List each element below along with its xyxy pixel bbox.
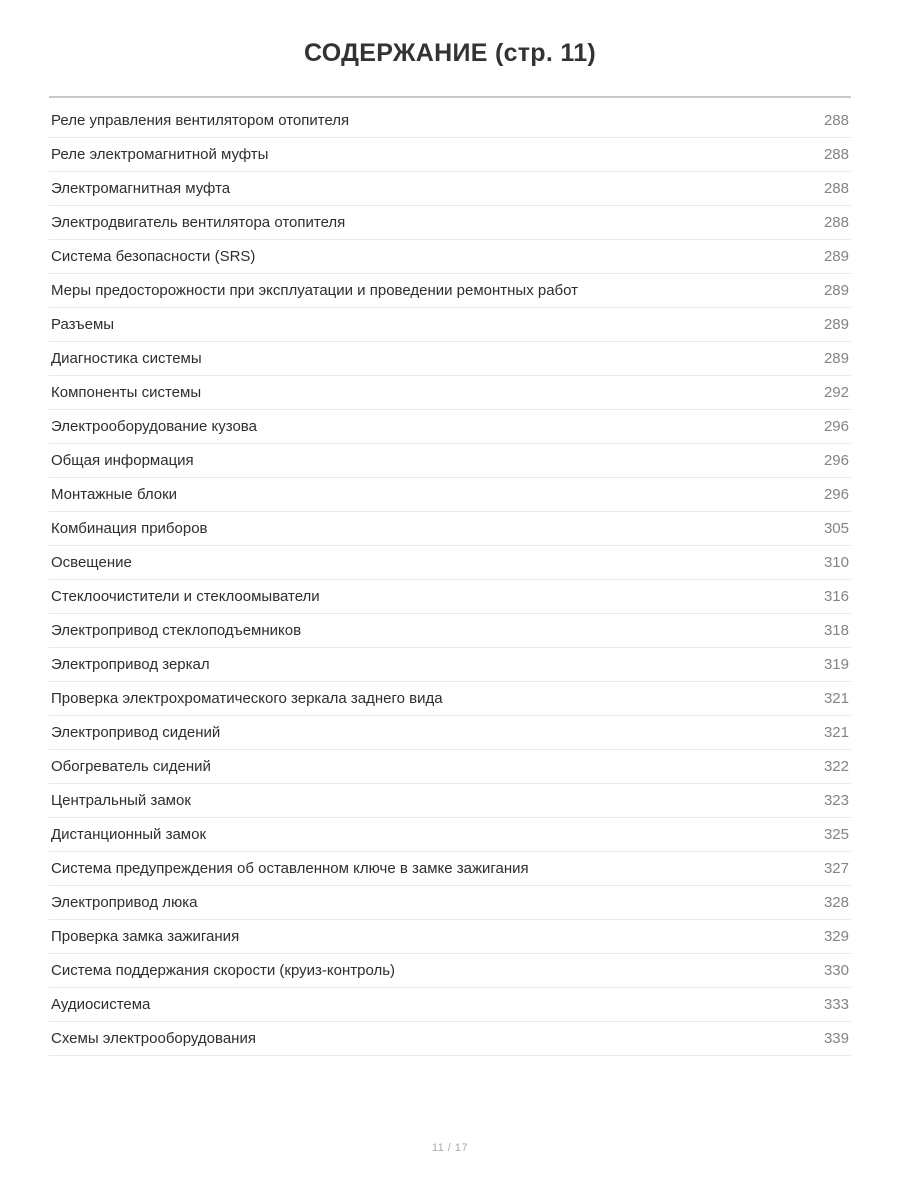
toc-entry-page-number: 316	[823, 588, 849, 606]
toc-entry-page-number: 321	[823, 724, 849, 742]
toc-entry-title: Система поддержания скорости (круиз-контроль)	[51, 962, 396, 980]
toc-entry-title: Меры предосторожности при эксплуатации и проведении ремонтных работ	[51, 282, 579, 300]
toc-entry-page-number: 289	[823, 248, 849, 266]
toc-entry[interactable]	[49, 410, 851, 444]
toc-entry[interactable]	[49, 920, 851, 954]
toc-entry[interactable]	[49, 988, 851, 1022]
page-footer	[0, 1138, 900, 1156]
toc-entry-title: Реле электромагнитной муфты	[51, 146, 269, 164]
toc-entry-page-number: 325	[823, 826, 849, 844]
toc-entry-title: Электродвигатель вентилятора отопителя	[51, 214, 346, 232]
toc-entry[interactable]	[49, 1022, 851, 1056]
toc-entry[interactable]	[49, 444, 851, 478]
toc-entry-page-number: 318	[823, 622, 849, 640]
toc-entry-page-number: 327	[823, 860, 849, 878]
toc-entry[interactable]	[49, 206, 851, 240]
toc-entry-title: Электрооборудование кузова	[51, 418, 257, 436]
toc-entry-title: Дистанционный замок	[51, 826, 207, 844]
toc-entry[interactable]	[49, 308, 851, 342]
page-pagination: 11 / 17	[431, 1142, 469, 1154]
toc-entry-page-number: 296	[823, 418, 849, 436]
toc-entry[interactable]	[49, 546, 851, 580]
toc-entry[interactable]	[49, 682, 851, 716]
toc-entry-title: Электропривод зеркал	[51, 656, 210, 674]
toc-entry[interactable]	[49, 954, 851, 988]
toc-entry[interactable]	[49, 274, 851, 308]
toc-entry-page-number: 288	[823, 180, 849, 198]
toc-entry[interactable]	[49, 648, 851, 682]
toc-entry-title: Электромагнитная муфта	[51, 180, 231, 198]
toc-entry-title: Обогреватель сидений	[51, 758, 211, 776]
toc-entry[interactable]	[49, 478, 851, 512]
toc-entry-page-number: 288	[823, 112, 849, 130]
toc-entry-page-number: 339	[823, 1030, 849, 1048]
toc-entry[interactable]	[49, 376, 851, 410]
toc-entry[interactable]	[49, 104, 851, 138]
toc-entry[interactable]	[49, 172, 851, 206]
toc-entry-title: Компоненты системы	[51, 384, 202, 402]
toc-entry[interactable]	[49, 138, 851, 172]
toc-entry-title: Аудиосистема	[51, 996, 151, 1014]
toc-entry-title: Общая информация	[51, 452, 194, 470]
toc-entry-page-number: 296	[823, 452, 849, 470]
toc-entry-page-number: 288	[823, 214, 849, 232]
toc-entry-title: Схемы электрооборудования	[51, 1030, 256, 1048]
toc-entry[interactable]	[49, 512, 851, 546]
toc-entry-title: Проверка замка зажигания	[51, 928, 240, 946]
toc-entry[interactable]	[49, 240, 851, 274]
table-of-contents	[49, 98, 851, 1056]
toc-entry-page-number: 322	[823, 758, 849, 776]
toc-entry-page-number: 310	[823, 554, 849, 572]
toc-entry-title: Электропривод люка	[51, 894, 198, 912]
toc-entry-page-number: 321	[823, 690, 849, 708]
toc-entry[interactable]	[49, 614, 851, 648]
toc-entry-title: Электропривод стеклоподъемников	[51, 622, 302, 640]
toc-entry[interactable]	[49, 886, 851, 920]
toc-entry-title: Электропривод сидений	[51, 724, 221, 742]
toc-entry-title: Диагностика системы	[51, 350, 202, 368]
page-title: СОДЕРЖАНИЕ (стр. 11)	[303, 39, 597, 67]
toc-entry[interactable]	[49, 716, 851, 750]
toc-entry-page-number: 333	[823, 996, 849, 1014]
toc-entry-page-number: 289	[823, 316, 849, 334]
toc-entry-page-number: 305	[823, 520, 849, 538]
toc-entry-page-number: 328	[823, 894, 849, 912]
toc-entry-title: Разъемы	[51, 316, 115, 334]
toc-entry-page-number: 289	[823, 350, 849, 368]
toc-entry-page-number: 323	[823, 792, 849, 810]
toc-entry-page-number: 292	[823, 384, 849, 402]
toc-entry-page-number: 288	[823, 146, 849, 164]
toc-entry-title: Система безопасности (SRS)	[51, 248, 256, 266]
toc-entry[interactable]	[49, 784, 851, 818]
toc-entry[interactable]	[49, 750, 851, 784]
toc-entry[interactable]	[49, 342, 851, 376]
toc-entry-page-number: 296	[823, 486, 849, 504]
toc-entry-title: Освещение	[51, 554, 132, 572]
toc-entry-title: Комбинация приборов	[51, 520, 208, 538]
toc-entry[interactable]	[49, 818, 851, 852]
toc-entry-title: Система предупреждения об оставленном ключе в замке зажигания	[51, 860, 529, 878]
toc-entry-page-number: 329	[823, 928, 849, 946]
toc-entry-page-number: 319	[823, 656, 849, 674]
toc-entry-page-number: 289	[823, 282, 849, 300]
toc-entry[interactable]	[49, 580, 851, 614]
toc-entry-title: Центральный замок	[51, 792, 191, 810]
toc-entry-title: Стеклоочистители и стеклоомыватели	[51, 588, 320, 606]
toc-entry-title: Проверка электрохроматического зеркала заднего вида	[51, 690, 443, 708]
toc-entry[interactable]	[49, 852, 851, 886]
toc-entry-page-number: 330	[823, 962, 849, 980]
toc-entry-title: Реле управления вентилятором отопителя	[51, 112, 350, 130]
toc-entry-title: Монтажные блоки	[51, 486, 178, 504]
